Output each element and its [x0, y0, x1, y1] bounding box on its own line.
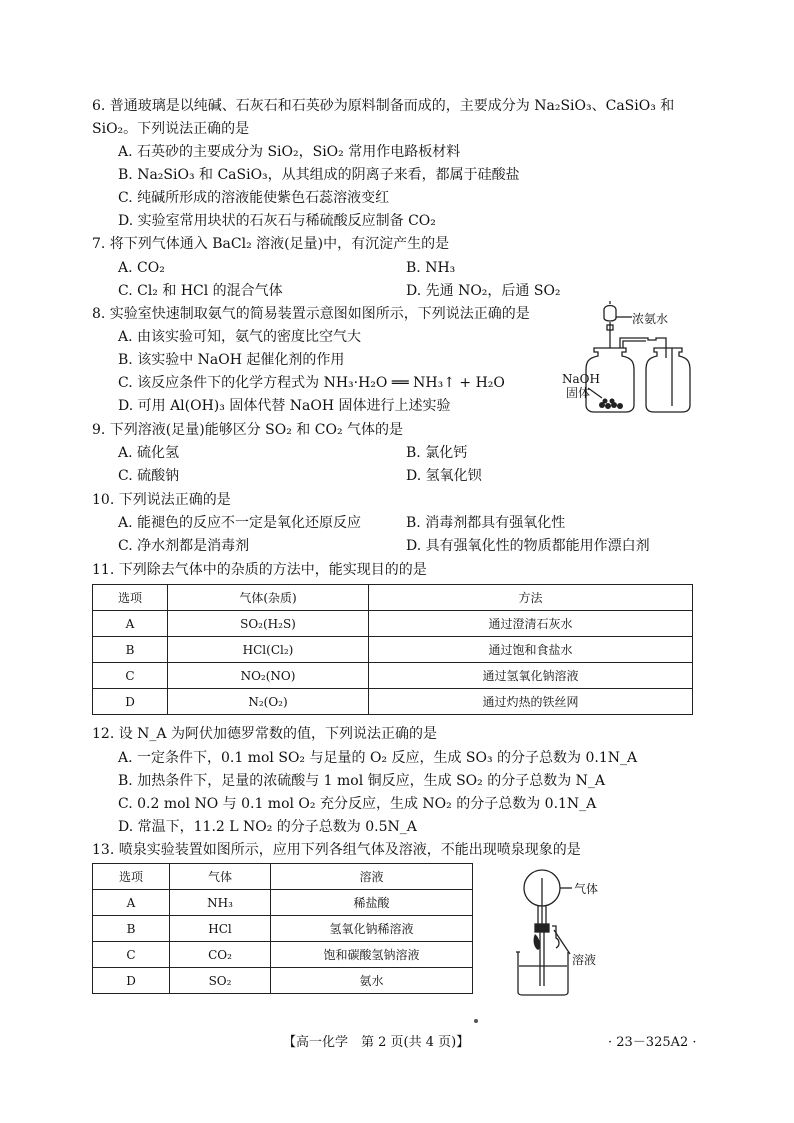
q10-option-d: D. 具有强氧化性的物质都能用作漂白剂 [406, 538, 650, 554]
q12-stem: 12. 设 N_A 为阿伏加德罗常数的值，下列说法正确的是 [92, 726, 437, 742]
page-footer-code: · 23－325A2 · [608, 1035, 697, 1050]
q11-table [92, 584, 693, 715]
table-cell: N₂(O₂) [168, 689, 369, 715]
table-cell: 通过饱和食盐水 [369, 637, 693, 663]
label-concentrated-ammonia: 浓氨水 [632, 312, 669, 326]
q10-option-a: A. 能褪色的反应不一定是氧化还原反应 [118, 515, 362, 531]
table-header-cell: 选项 [93, 864, 170, 890]
table-cell: NH₃ [170, 890, 271, 916]
q12-option-b: B. 加热条件下，足量的浓硫酸与 1 mol 铜反应，生成 SO₂ 的分子总数为 N_A [118, 773, 606, 789]
table-cell: C [93, 942, 170, 968]
q9-stem: 9. 下列溶液(足量)能够区分 SO₂ 和 CO₂ 气体的是 [92, 422, 404, 438]
q7-option-c: C. Cl₂ 和 HCl 的混合气体 [118, 283, 283, 299]
label-solution: 溶液 [572, 953, 597, 967]
q9-option-b: B. 氯化钙 [406, 445, 468, 461]
q13-stem: 13. 喷泉实验装置如图所示，应用下列各组气体及溶液，不能出现喷泉现象的是 [92, 842, 581, 858]
table-cell: 饱和碳酸氢钠溶液 [271, 942, 473, 968]
table-header-row [93, 864, 473, 890]
table-header-row [93, 585, 693, 611]
q9-option-a: A. 硫化氢 [118, 445, 180, 461]
q7-option-a: A. CO₂ [118, 260, 165, 276]
table-cell: D [93, 968, 170, 994]
q9-option-c: C. 硫酸钠 [118, 468, 180, 484]
q7-option-d: D. 先通 NO₂，后通 SO₂ [406, 283, 561, 299]
q6-stem-line2: SiO₂。下列说法正确的是 [92, 121, 250, 137]
q6-option-d: D. 实验室常用块状的石灰石与稀硫酸反应制备 CO₂ [118, 213, 436, 229]
table-cell: 氢氧化钠稀溶液 [271, 916, 473, 942]
table-cell: HCl [170, 916, 271, 942]
table-cell: B [93, 637, 168, 663]
q6-option-c: C. 纯碱所形成的溶液能使紫色石蕊溶液变红 [118, 190, 390, 206]
table-row [93, 663, 693, 689]
table-cell: 通过澄清石灰水 [369, 611, 693, 637]
table-row [93, 916, 473, 942]
q7-option-b: B. NH₃ [406, 260, 456, 276]
q12-option-c: C. 0.2 mol NO 与 0.1 mol O₂ 充分反应，生成 NO₂ 的分子总数为 0.1N_A [118, 796, 597, 812]
q11-stem: 11. 下列除去气体中的杂质的方法中，能实现目的的是 [92, 562, 427, 578]
q8-option-b: B. 该实验中 NaOH 起催化剂的作用 [118, 352, 345, 368]
beaker [518, 952, 568, 995]
table-cell: 氨水 [271, 968, 473, 994]
q8-option-a: A. 由该实验可知，氨气的密度比空气大 [118, 329, 362, 345]
q12-option-d: D. 常温下，11.2 L NO₂ 的分子总数为 0.5N_A [118, 819, 417, 835]
label-naoh-line2: 固体 [566, 386, 591, 400]
q10-option-b: B. 消毒剂都具有强氧化性 [406, 515, 566, 531]
fountain-apparatus-figure [510, 868, 620, 998]
table-row [93, 689, 693, 715]
table-header-cell: 溶液 [271, 864, 473, 890]
table-header-cell: 气体 [170, 864, 271, 890]
q8-stem: 8. 实验室快速制取氨气的简易装置示意图如图所示，下列说法正确的是 [92, 306, 530, 322]
table-cell: 稀盐酸 [271, 890, 473, 916]
q12-option-a: A. 一定条件下，0.1 mol SO₂ 与足量的 O₂ 反应，生成 SO₃ 的分子总数为 0.1N_A [118, 750, 638, 766]
table-cell: C [93, 663, 168, 689]
dropping-funnel [604, 306, 616, 322]
q8-option-d: D. 可用 Al(OH)₃ 固体代替 NaOH 固体进行上述实验 [118, 398, 451, 414]
table-cell: SO₂(H₂S) [168, 611, 369, 637]
table-cell: A [93, 611, 168, 637]
table-cell: A [93, 890, 170, 916]
table-cell: 通过氢氧化钠溶液 [369, 663, 693, 689]
collector-bottle [646, 348, 690, 412]
table-row [93, 637, 693, 663]
table-row [93, 890, 473, 916]
table-cell: SO₂ [170, 968, 271, 994]
table-row [93, 968, 473, 994]
q7-stem: 7. 将下列气体通入 BaCl₂ 溶液(足量)中，有沉淀产生的是 [92, 236, 450, 252]
q8-option-c: C. 该反应条件下的化学方程式为 NH₃·H₂O ══ NH₃↑ + H₂O [118, 375, 505, 391]
table-row [93, 942, 473, 968]
table-header-cell: 方法 [369, 585, 693, 611]
table-header-cell: 气体(杂质) [168, 585, 369, 611]
q6-option-a: A. 石英砂的主要成分为 SiO₂，SiO₂ 常用作电路板材料 [118, 144, 461, 160]
table-cell: NO₂(NO) [168, 663, 369, 689]
naoh-solid-pieces [599, 399, 623, 410]
q6-option-b: B. Na₂SiO₃ 和 CaSiO₃，从其组成的阴离子来看，都属于硅酸盐 [118, 167, 520, 183]
q13-table [92, 863, 473, 994]
q6-stem-line1: 6. 普通玻璃是以纯碱、石灰石和石英砂为原料制备而成的，主要成分为 Na₂SiO₃、CaSiO₃ 和 [92, 98, 675, 114]
stray-mark [474, 1019, 478, 1023]
q10-stem: 10. 下列说法正确的是 [92, 492, 231, 508]
label-gas: 气体 [574, 882, 599, 896]
table-cell: CO₂ [170, 942, 271, 968]
q9-option-d: D. 氢氧化钡 [406, 468, 482, 484]
q10-option-c: C. 净水剂都是消毒剂 [118, 538, 250, 554]
table-cell: B [93, 916, 170, 942]
table-row [93, 611, 693, 637]
table-cell: 通过灼热的铁丝网 [369, 689, 693, 715]
page-footer-center: 【高一化学 第 2 页(共 4 页)】 [283, 1035, 470, 1050]
table-cell: D [93, 689, 168, 715]
table-header-cell: 选项 [93, 585, 168, 611]
label-naoh-line1: NaOH [562, 372, 600, 386]
table-cell: HCl(Cl₂) [168, 637, 369, 663]
